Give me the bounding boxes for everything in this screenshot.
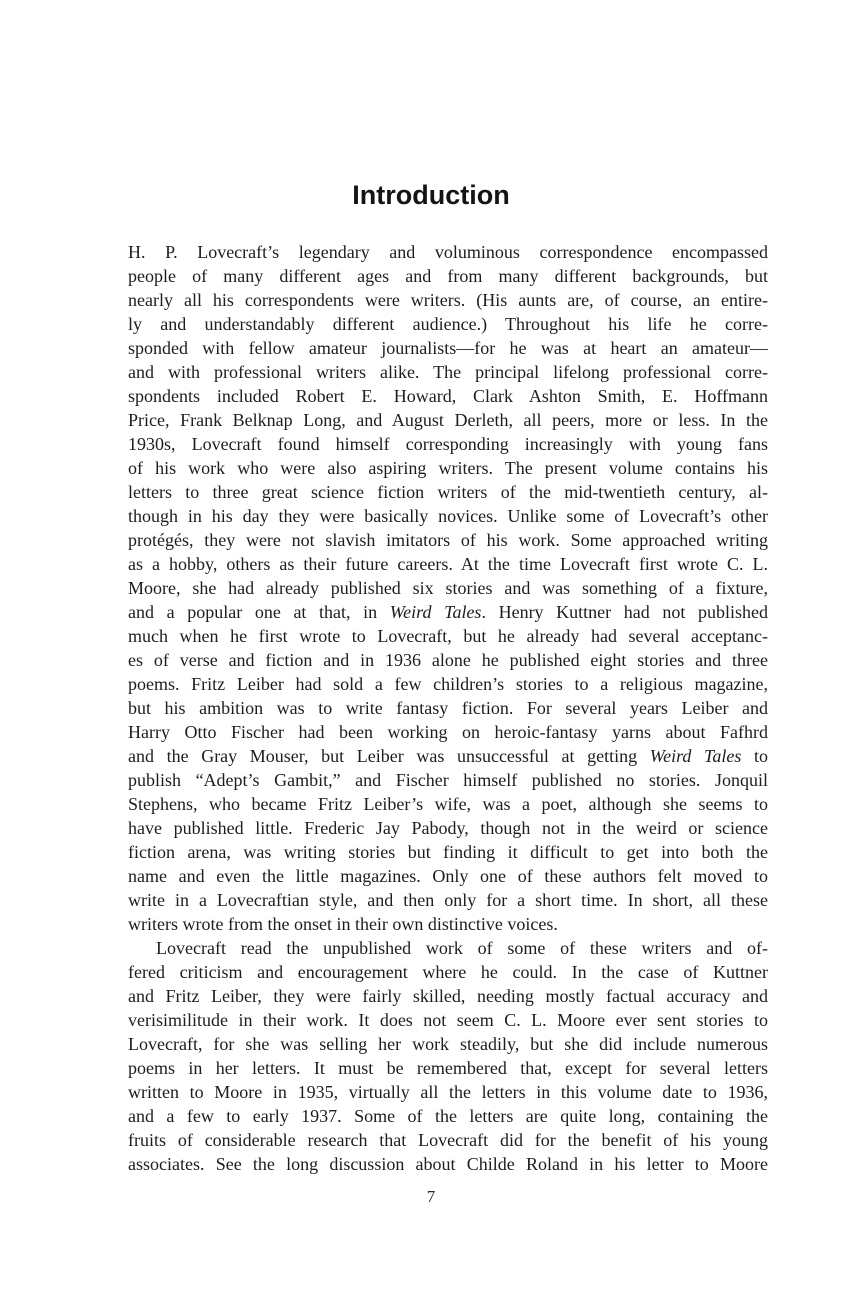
- text-run: of his work who were also aspiring writers. The present volume contains his: [128, 458, 768, 478]
- page-number: 7: [426, 1187, 436, 1206]
- text-run: Harry Otto Fischer had been working on heroic-fantasy yarns about Fafhrd: [128, 722, 768, 742]
- text-line: [128, 792, 768, 816]
- text-run: poems. Fritz Leiber had sold a few children’s stories to a religious magazine,: [128, 674, 768, 694]
- text-line: [128, 432, 768, 456]
- text-run: writers wrote from the onset in their own distinctive voices.: [128, 914, 558, 934]
- text-line: [128, 768, 768, 792]
- text-run: and a few to early 1937. Some of the letters are quite long, containing the: [128, 1106, 768, 1126]
- body-text: [128, 240, 768, 1176]
- text-line: [128, 600, 768, 624]
- text-line: [128, 312, 768, 336]
- text-line: [128, 864, 768, 888]
- text-line: [128, 1008, 768, 1032]
- text-line: [128, 960, 768, 984]
- text-run: sponded with fellow amateur journalists—for he was at heart an amateur—: [128, 338, 768, 358]
- text-line: [128, 720, 768, 744]
- text-line: [128, 816, 768, 840]
- text-run: Lovecraft read the unpublished work of some of these writers and of-: [156, 938, 768, 958]
- text-run: have published little. Frederic Jay Pabody, though not in the weird or science: [128, 818, 768, 838]
- text-run: and the Gray Mouser, but Leiber was unsuccessful at getting: [128, 746, 650, 766]
- text-line: [128, 672, 768, 696]
- text-line: [128, 1128, 768, 1152]
- text-run: publish “Adept’s Gambit,” and Fischer himself published no stories. Jonquil: [128, 770, 768, 790]
- text-line: [128, 408, 768, 432]
- text-run: write in a Lovecraftian style, and then only for a short time. In short, all these: [128, 890, 768, 910]
- text-run: associates. See the long discussion about Childe Roland in his letter to Moore: [128, 1154, 768, 1174]
- text-run: H. P. Lovecraft’s legendary and voluminous correspondence encompassed: [128, 242, 768, 262]
- text-run: Price, Frank Belknap Long, and August Derleth, all peers, more or less. In the: [128, 410, 768, 430]
- text-run: as a hobby, others as their future careers. At the time Lovecraft first wrote C. L.: [128, 554, 768, 574]
- paragraph: [128, 936, 768, 1176]
- text-line: [128, 456, 768, 480]
- text-line: [128, 624, 768, 648]
- text-run: protégés, they were not slavish imitators of his work. Some approached writing: [128, 530, 768, 550]
- text-line: [128, 360, 768, 384]
- text-run: much when he first wrote to Lovecraft, but he already had several acceptanc-: [128, 626, 768, 646]
- text-run: poems in her letters. It must be remembered that, except for several letters: [128, 1058, 768, 1078]
- text-line: [128, 912, 768, 936]
- text-line: [128, 744, 768, 768]
- text-line: [128, 240, 768, 264]
- text-line: [128, 336, 768, 360]
- text-run: ly and understandably different audience.) Throughout his life he corre-: [128, 314, 768, 334]
- text-line: [128, 576, 768, 600]
- italic-text-run: Weird Tales: [389, 602, 482, 622]
- text-run: Stephens, who became Fritz Leiber’s wife, was a poet, although she seems to: [128, 794, 768, 814]
- text-line: [128, 504, 768, 528]
- text-line: [128, 384, 768, 408]
- text-run: people of many different ages and from many different backgrounds, but: [128, 266, 768, 286]
- text-run: and with professional writers alike. The principal lifelong professional corre-: [128, 362, 768, 382]
- text-run: verisimilitude in their work. It does not seem C. L. Moore ever sent stories to: [128, 1010, 768, 1030]
- text-run: though in his day they were basically novices. Unlike some of Lovecraft’s other: [128, 506, 768, 526]
- text-line: [128, 288, 768, 312]
- text-run: es of verse and fiction and in 1936 alone he published eight stories and three: [128, 650, 768, 670]
- text-line: [128, 1056, 768, 1080]
- text-run: fered criticism and encouragement where he could. In the case of Kuttner: [128, 962, 768, 982]
- text-line: [128, 1152, 768, 1176]
- text-line: [128, 1032, 768, 1056]
- text-run: to: [741, 746, 768, 766]
- paragraph: [128, 240, 768, 936]
- text-line: [128, 552, 768, 576]
- text-run: letters to three great science fiction writers of the mid-twentieth century, al-: [128, 482, 768, 502]
- text-line: [128, 480, 768, 504]
- text-line: [128, 528, 768, 552]
- text-run: name and even the little magazines. Only one of these authors felt moved to: [128, 866, 768, 886]
- text-run: nearly all his correspondents were writers. (His aunts are, of course, an entire-: [128, 290, 768, 310]
- text-line: [128, 840, 768, 864]
- text-line: [128, 648, 768, 672]
- text-line: [128, 1080, 768, 1104]
- text-run: . Henry Kuttner had not published: [481, 602, 769, 622]
- text-line: [128, 984, 768, 1008]
- page-title: Introduction: [352, 180, 510, 210]
- text-run: written to Moore in 1935, virtually all the letters in this volume date to 1936,: [128, 1082, 768, 1102]
- text-line: [128, 696, 768, 720]
- text-run: but his ambition was to write fantasy fiction. For several years Leiber and: [128, 698, 768, 718]
- text-line: [128, 888, 768, 912]
- text-run: Lovecraft, for she was selling her work steadily, but she did include numerous: [128, 1034, 768, 1054]
- text-run: 1930s, Lovecraft found himself corresponding increasingly with young fans: [128, 434, 768, 454]
- text-line: [128, 936, 768, 960]
- text-run: and Fritz Leiber, they were fairly skilled, needing mostly factual accuracy and: [128, 986, 768, 1006]
- text-run: and a popular one at that, in: [128, 602, 390, 622]
- text-run: Moore, she had already published six stories and was something of a fixture,: [128, 578, 768, 598]
- text-run: fiction arena, was writing stories but finding it difficult to get into both the: [128, 842, 768, 862]
- italic-text-run: Weird Tales: [649, 746, 742, 766]
- text-run: spondents included Robert E. Howard, Clark Ashton Smith, E. Hoffmann: [128, 386, 768, 406]
- text-line: [128, 1104, 768, 1128]
- text-line: [128, 264, 768, 288]
- text-run: fruits of considerable research that Lovecraft did for the benefit of his young: [128, 1130, 768, 1150]
